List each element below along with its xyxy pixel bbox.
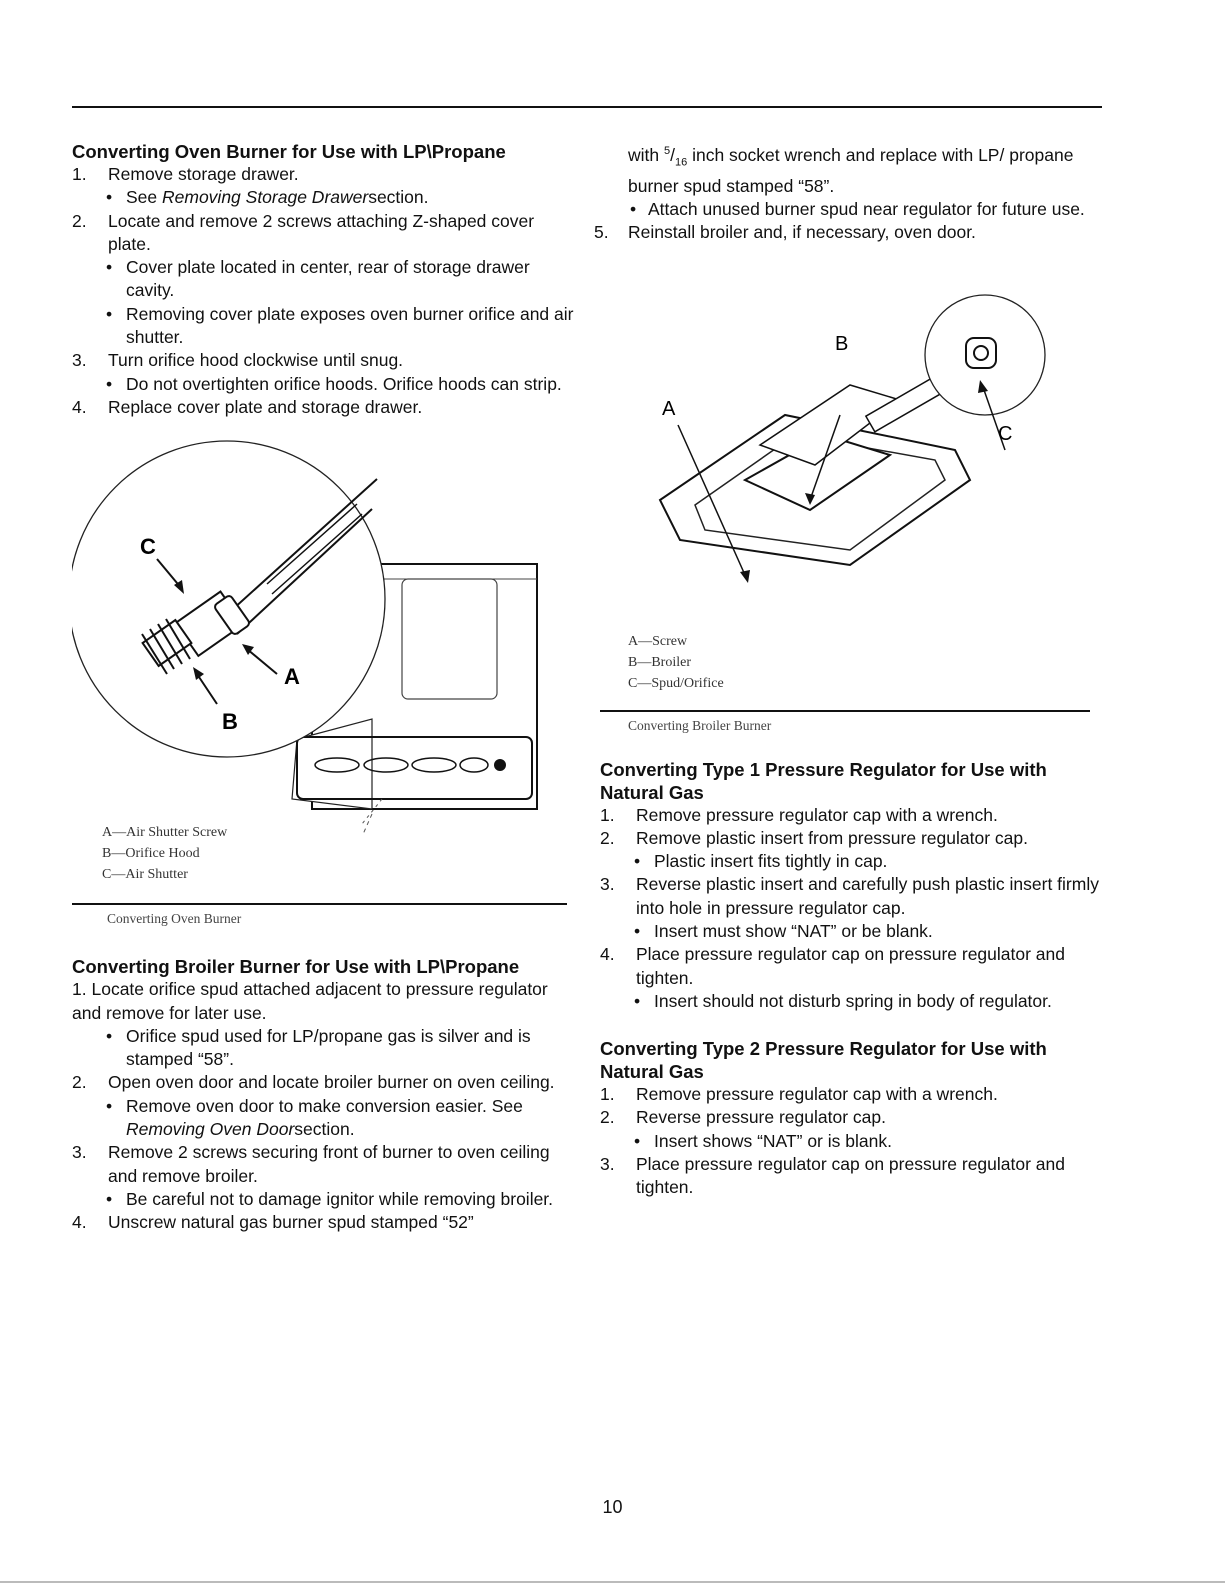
broiler-step-5: 5. Reinstall broiler and, if necessary, oven door.: [594, 222, 976, 243]
page-number: 10: [602, 1497, 623, 1517]
broiler-legend-b: B—Broiler: [628, 654, 691, 670]
type1-step-2: 2. Remove plastic insert from pressure regulator cap.: [600, 827, 1028, 848]
oven-burner-figure: [72, 419, 577, 834]
oven-label-c: C: [140, 534, 156, 560]
broiler-step-1: 1. Locate orifice spud attached adjacent to pressure regulator and remove for later use.: [72, 979, 548, 1023]
oven-step-3: 3. Turn orifice hood clockwise until snug.: [72, 350, 404, 371]
broiler-step-4-sub: • Attach unused burner spud near regulator for future use.: [630, 198, 1085, 219]
left-column: [72, 140, 577, 1235]
oven-step-1: 1. Remove storage drawer.: [72, 164, 299, 184]
broiler-step-3-sub: • Be careful not to damage ignitor while removing broiler.: [106, 1188, 554, 1209]
broiler-step-4-continuation: with $^5/_{16}$ inch socket wrench and replace with LP/ propane burner spud stamped “58”.: [628, 144, 1074, 196]
broiler-step-4: 4. Unscrew natural gas burner spud stamped “52”: [72, 1212, 474, 1233]
broiler-legend-a: A—Screw: [628, 633, 688, 649]
type2-step-2-sub: • Insert shows “NAT” or is blank.: [634, 1130, 892, 1151]
right-column: [594, 140, 1100, 1200]
broiler-figure-caption: Converting Broiler Burner: [628, 717, 772, 733]
broiler-burner-illustration: [600, 265, 1100, 645]
oven-step-3-sub: • Do not overtighten orifice hoods. Orifice hoods can strip.: [106, 373, 562, 394]
type1-step-3: 3. Reverse plastic insert and carefully push plastic insert firmly into hole in pressure regulator cap.: [600, 874, 1099, 918]
broiler-step-2-sub: • Remove oven door to make conversion easier. See Removing Oven Doorsection.: [106, 1095, 523, 1140]
oven-burner-illustration: [72, 419, 577, 834]
broiler-figure-rule: [600, 710, 1090, 712]
footer-rule: [0, 1581, 1225, 1583]
oven-step-2-sub-2: • Removing cover plate exposes oven burner orifice and air shutter.: [106, 303, 574, 348]
type1-step-4: 4. Place pressure regulator cap on pressure regulator and tighten.: [600, 944, 1065, 988]
broiler-step-3: 3. Remove 2 screws securing front of burner to oven ceiling and remove broiler.: [72, 1142, 550, 1186]
broiler-section-title: Converting Broiler Burner for Use with LP\Propane: [72, 956, 520, 978]
oven-legend-a: A—Air Shutter Screw: [102, 825, 228, 841]
oven-label-a: A: [284, 664, 300, 690]
type1-step-4-sub: • Insert should not disturb spring in body of regulator.: [634, 990, 1052, 1011]
broiler-legend-c: C—Spud/Orifice: [628, 675, 724, 691]
type1-step-2-sub: • Plastic insert fits tightly in cap.: [634, 851, 888, 872]
type2-section-title: Converting Type 2 Pressure Regulator for Use with Natural Gas: [600, 1038, 1047, 1083]
type2-step-1: 1. Remove pressure regulator cap with a wrench.: [600, 1084, 998, 1105]
type1-section-title: Converting Type 1 Pressure Regulator for Use with Natural Gas: [600, 758, 1047, 803]
oven-step-4: 4. Replace cover plate and storage drawer.: [72, 396, 423, 417]
type2-step-2: 2. Reverse pressure regulator cap.: [600, 1107, 886, 1128]
header-rule: [72, 106, 1102, 108]
broiler-burner-figure: [600, 265, 1100, 645]
type1-step-1: 1. Remove pressure regulator cap with a wrench.: [600, 804, 998, 825]
broiler-step-1-sub: • Orifice spud used for LP/propane gas is silver and is stamped “58”.: [106, 1025, 531, 1070]
oven-section-title: Converting Oven Burner for Use with LP\Propane: [72, 141, 506, 162]
broiler-step-2: 2. Open oven door and locate broiler burner on oven ceiling.: [72, 1072, 555, 1093]
type2-step-3: 3. Place pressure regulator cap on pressure regulator and tighten.: [600, 1154, 1065, 1198]
type1-step-3-sub: • Insert must show “NAT” or be blank.: [634, 921, 933, 941]
broiler-label-a: A: [662, 397, 676, 420]
broiler-label-b: B: [835, 332, 849, 355]
oven-step-1-sub: • See Removing Storage Drawersection.: [106, 187, 429, 208]
oven-step-2-sub-1: • Cover plate located in center, rear of storage drawer cavity.: [106, 257, 530, 301]
oven-legend-c: C—Air Shutter: [102, 867, 188, 883]
oven-step-2: 2. Locate and remove 2 screws attaching Z-shaped cover plate.: [72, 210, 535, 254]
oven-legend-b: B—Orifice Hood: [102, 846, 200, 862]
oven-figure-rule: [72, 903, 567, 905]
oven-figure-caption: Converting Oven Burner: [107, 911, 242, 927]
broiler-label-c: C: [998, 422, 1013, 445]
oven-label-b: B: [222, 709, 238, 735]
